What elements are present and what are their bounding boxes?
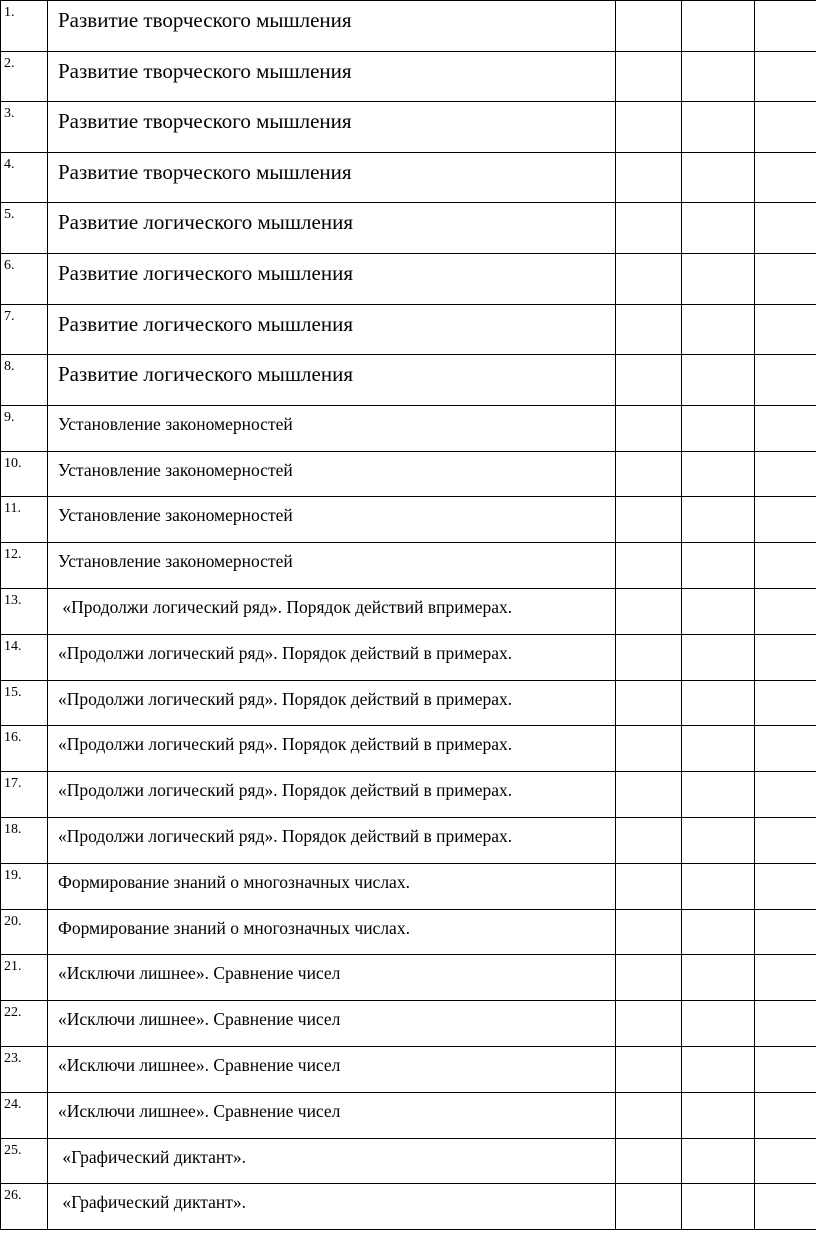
- row-topic: [48, 51, 616, 102]
- table-row: [1, 405, 816, 451]
- cell-date-plan: [682, 203, 755, 254]
- row-topic: [48, 909, 616, 955]
- topic-text: Формирование знаний о многозначных числах.: [58, 917, 410, 938]
- row-number: 5.: [1, 203, 48, 254]
- cell-hours: [616, 543, 682, 589]
- cell-date-plan: [682, 405, 755, 451]
- cell-date-plan: [682, 909, 755, 955]
- table-row: [1, 772, 816, 818]
- cell-date-plan: [682, 863, 755, 909]
- row-number: 12.: [1, 543, 48, 589]
- cell-hours: [616, 680, 682, 726]
- cell-date-plan: [682, 588, 755, 634]
- cell-date-fact: [755, 152, 816, 203]
- row-topic: [48, 203, 616, 254]
- cell-hours: [616, 304, 682, 355]
- cell-date-plan: [682, 1184, 755, 1230]
- row-number: 2.: [1, 51, 48, 102]
- cell-hours: [616, 203, 682, 254]
- cell-date-plan: [682, 1046, 755, 1092]
- table-row: [1, 909, 816, 955]
- cell-hours: [616, 588, 682, 634]
- topic-text: «Графический диктант».: [58, 1192, 247, 1213]
- topic-text: «Продолжи логический ряд». Порядок действий в примерах.: [58, 642, 513, 663]
- row-number: 21.: [1, 955, 48, 1001]
- row-topic: [48, 102, 616, 153]
- cell-date-plan: [682, 51, 755, 102]
- cell-date-fact: [755, 405, 816, 451]
- table-row: [1, 726, 816, 772]
- cell-hours: [616, 1184, 682, 1230]
- row-topic: [48, 1092, 616, 1138]
- table-row: [1, 1, 816, 52]
- cell-hours: [616, 152, 682, 203]
- topic-text: Развитие творческого мышления: [58, 109, 352, 134]
- cell-hours: [616, 726, 682, 772]
- cell-date-fact: [755, 102, 816, 153]
- row-number: 20.: [1, 909, 48, 955]
- cell-date-fact: [755, 1184, 816, 1230]
- row-topic: [48, 405, 616, 451]
- topic-text: Развитие логического мышления: [58, 311, 353, 336]
- topic-text: «Графический диктант».: [58, 1146, 247, 1167]
- cell-date-fact: [755, 588, 816, 634]
- cell-hours: [616, 405, 682, 451]
- topic-text: Развитие творческого мышления: [58, 159, 352, 184]
- cell-date-plan: [682, 1092, 755, 1138]
- topic-text: «Продолжи логический ряд». Порядок действий в примерах.: [58, 734, 513, 755]
- topic-text: Развитие логического мышления: [58, 260, 353, 285]
- table-row: [1, 497, 816, 543]
- topic-text: Установление закономерностей: [58, 413, 293, 434]
- row-topic: [48, 451, 616, 497]
- cell-date-fact: [755, 1138, 816, 1184]
- cell-date-plan: [682, 355, 755, 406]
- cell-date-fact: [755, 817, 816, 863]
- cell-date-fact: [755, 1046, 816, 1092]
- table-row: [1, 817, 816, 863]
- row-number: 1.: [1, 1, 48, 52]
- row-number: 7.: [1, 304, 48, 355]
- row-number: 14.: [1, 634, 48, 680]
- table-row: [1, 543, 816, 589]
- topic-text: «Продолжи логический ряд». Порядок действий в примерах.: [58, 780, 513, 801]
- topic-text: «Исключи лишнее». Сравнение чисел: [58, 1100, 341, 1121]
- table-row: [1, 51, 816, 102]
- table-row: [1, 355, 816, 406]
- topic-text: Развитие творческого мышления: [58, 8, 352, 32]
- cell-hours: [616, 451, 682, 497]
- cell-date-fact: [755, 955, 816, 1001]
- row-number: 11.: [1, 497, 48, 543]
- cell-date-fact: [755, 634, 816, 680]
- cell-hours: [616, 817, 682, 863]
- cell-hours: [616, 253, 682, 304]
- table-row: [1, 588, 816, 634]
- table-row: [1, 1001, 816, 1047]
- cell-date-fact: [755, 1, 816, 52]
- row-topic: [48, 817, 616, 863]
- row-number: 13.: [1, 588, 48, 634]
- table-row: [1, 634, 816, 680]
- cell-date-fact: [755, 1092, 816, 1138]
- topic-text: Формирование знаний о многозначных числах.: [58, 871, 410, 892]
- row-topic: [48, 1138, 616, 1184]
- cell-hours: [616, 1046, 682, 1092]
- table-row: [1, 1046, 816, 1092]
- topic-text: Развитие творческого мышления: [58, 58, 352, 83]
- topic-text: «Исключи лишнее». Сравнение чисел: [58, 1054, 341, 1075]
- table-row: [1, 1184, 816, 1230]
- row-number: 4.: [1, 152, 48, 203]
- cell-hours: [616, 1, 682, 52]
- cell-hours: [616, 1001, 682, 1047]
- cell-date-plan: [682, 634, 755, 680]
- row-topic: [48, 543, 616, 589]
- row-number: 17.: [1, 772, 48, 818]
- row-number: 18.: [1, 817, 48, 863]
- cell-date-plan: [682, 253, 755, 304]
- table-body: [1, 1, 816, 1230]
- cell-date-fact: [755, 680, 816, 726]
- row-topic: [48, 772, 616, 818]
- topic-text: «Исключи лишнее». Сравнение чисел: [58, 963, 341, 984]
- cell-hours: [616, 1138, 682, 1184]
- topic-text: Установление закономерностей: [58, 459, 293, 480]
- topic-text: Установление закономерностей: [58, 551, 293, 572]
- topic-text: «Продолжи логический ряд». Порядок действий впримерах.: [58, 596, 513, 617]
- cell-hours: [616, 102, 682, 153]
- table-row: [1, 1138, 816, 1184]
- cell-hours: [616, 772, 682, 818]
- row-number: 6.: [1, 253, 48, 304]
- table-row: [1, 102, 816, 153]
- row-number: 19.: [1, 863, 48, 909]
- row-topic: [48, 680, 616, 726]
- cell-date-fact: [755, 51, 816, 102]
- table-row: [1, 680, 816, 726]
- row-topic: [48, 1046, 616, 1092]
- row-number: 15.: [1, 680, 48, 726]
- table-row: [1, 152, 816, 203]
- cell-date-plan: [682, 817, 755, 863]
- cell-date-fact: [755, 203, 816, 254]
- cell-date-fact: [755, 863, 816, 909]
- cell-date-fact: [755, 726, 816, 772]
- topic-text: Развитие логического мышления: [58, 362, 353, 387]
- cell-hours: [616, 51, 682, 102]
- row-topic: [48, 497, 616, 543]
- cell-hours: [616, 863, 682, 909]
- row-topic: [48, 355, 616, 406]
- row-number: 16.: [1, 726, 48, 772]
- cell-date-fact: [755, 497, 816, 543]
- row-topic: [48, 1, 616, 52]
- cell-date-plan: [682, 772, 755, 818]
- topic-text: «Продолжи логический ряд». Порядок действий в примерах.: [58, 688, 513, 709]
- cell-date-fact: [755, 909, 816, 955]
- row-number: 8.: [1, 355, 48, 406]
- cell-hours: [616, 497, 682, 543]
- topic-text: Развитие логического мышления: [58, 210, 353, 235]
- row-topic: [48, 152, 616, 203]
- cell-hours: [616, 634, 682, 680]
- table-row: [1, 451, 816, 497]
- table-row: [1, 955, 816, 1001]
- table-row: [1, 203, 816, 254]
- row-number: 23.: [1, 1046, 48, 1092]
- cell-date-fact: [755, 355, 816, 406]
- row-topic: [48, 863, 616, 909]
- cell-date-plan: [682, 543, 755, 589]
- row-number: 3.: [1, 102, 48, 153]
- row-number: 22.: [1, 1001, 48, 1047]
- row-topic: [48, 634, 616, 680]
- table-row: [1, 1092, 816, 1138]
- row-number: 9.: [1, 405, 48, 451]
- cell-date-plan: [682, 451, 755, 497]
- cell-date-fact: [755, 772, 816, 818]
- cell-hours: [616, 1092, 682, 1138]
- cell-date-plan: [682, 1001, 755, 1047]
- cell-date-plan: [682, 680, 755, 726]
- cell-hours: [616, 955, 682, 1001]
- cell-date-plan: [682, 1138, 755, 1184]
- row-number: 24.: [1, 1092, 48, 1138]
- row-topic: [48, 588, 616, 634]
- cell-date-plan: [682, 955, 755, 1001]
- row-topic: [48, 253, 616, 304]
- row-topic: [48, 1001, 616, 1047]
- table-row: [1, 253, 816, 304]
- cell-date-plan: [682, 102, 755, 153]
- topic-text: Установление закономерностей: [58, 505, 293, 526]
- row-number: 26.: [1, 1184, 48, 1230]
- topic-text: «Продолжи логический ряд». Порядок действий в примерах.: [58, 825, 513, 846]
- cell-hours: [616, 909, 682, 955]
- table-row: [1, 863, 816, 909]
- cell-date-plan: [682, 304, 755, 355]
- table-row: [1, 304, 816, 355]
- cell-date-fact: [755, 451, 816, 497]
- cell-date-plan: [682, 497, 755, 543]
- topic-text: «Исключи лишнее». Сравнение чисел: [58, 1009, 341, 1030]
- cell-date-plan: [682, 152, 755, 203]
- cell-date-plan: [682, 1, 755, 52]
- row-number: 25.: [1, 1138, 48, 1184]
- cell-date-fact: [755, 1001, 816, 1047]
- row-number: 10.: [1, 451, 48, 497]
- cell-hours: [616, 355, 682, 406]
- row-topic: [48, 304, 616, 355]
- cell-date-fact: [755, 304, 816, 355]
- cell-date-plan: [682, 726, 755, 772]
- cell-date-fact: [755, 543, 816, 589]
- row-topic: [48, 726, 616, 772]
- cell-date-fact: [755, 253, 816, 304]
- row-topic: [48, 955, 616, 1001]
- row-topic: [48, 1184, 616, 1230]
